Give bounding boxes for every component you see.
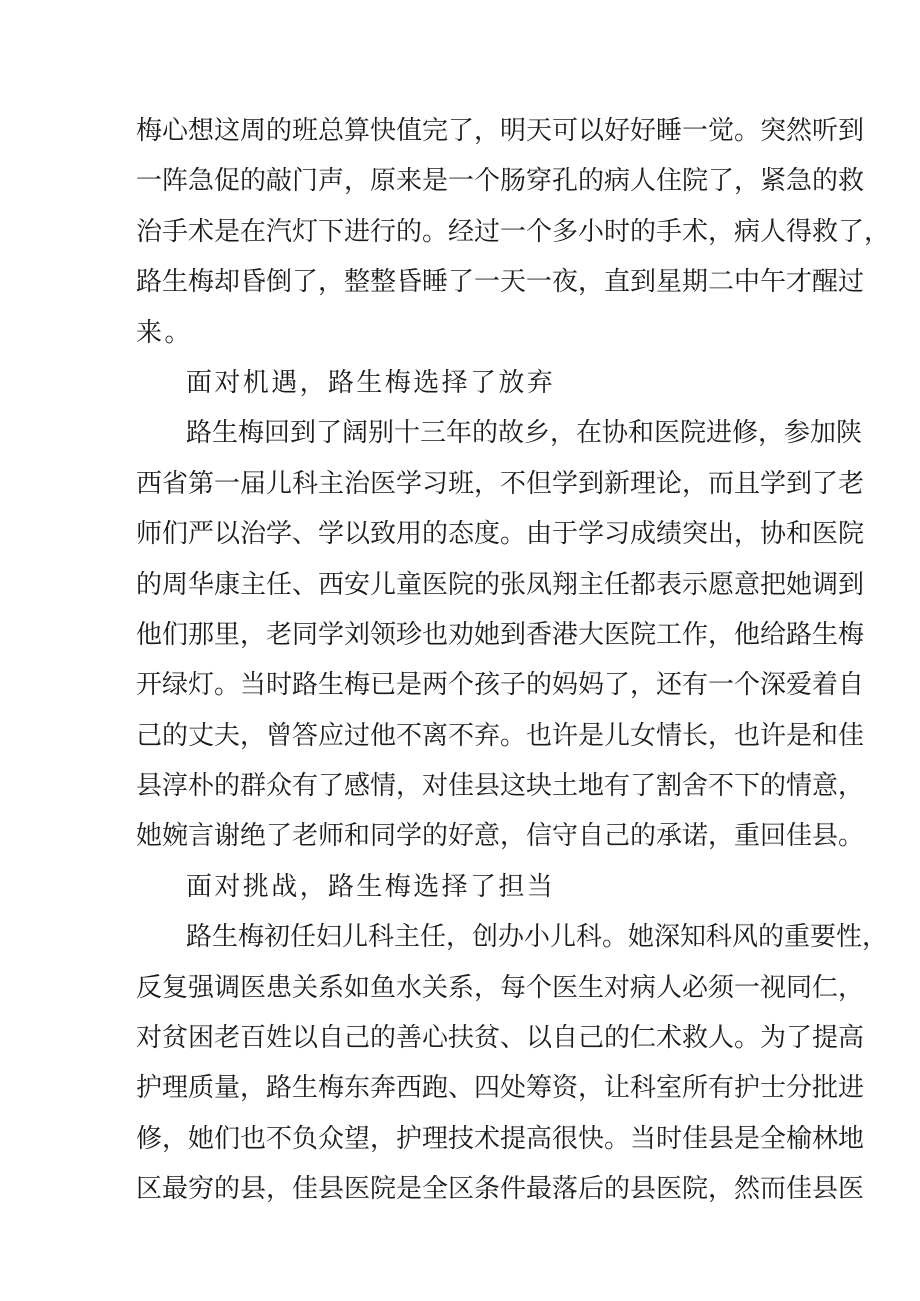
paragraph-line: 师们严以治学、学以致用的态度。由于学习成绩突出，协和医院	[136, 519, 865, 550]
paragraph-line: 他们那里，老同学刘领珍也劝她到香港大医院工作，他给路生梅	[136, 619, 865, 650]
paragraph-line: 对贫困老百姓以自己的善心扶贫、以自己的仁术救人。为了提高	[136, 1023, 865, 1054]
paragraph-line: 护理质量，路生梅东奔西跑、四处筹资，让科室所有护士分批进	[136, 1073, 865, 1104]
paragraph-line: 来。	[136, 317, 193, 348]
paragraph-line: 一阵急促的敲门声，原来是一个肠穿孔的病人住院了，紧急的救	[136, 166, 865, 197]
paragraph-line: 路生梅却昏倒了，整整昏睡了一天一夜，直到星期二中午才醒过	[136, 267, 865, 298]
paragraph-first-line: 面对挑战，路生梅选择了担当	[186, 871, 556, 902]
paragraph-line: 己的丈夫，曾答应过他不离不弃。也许是儿女情长，也许是和佳	[136, 720, 865, 751]
paragraph-first-line: 路生梅初任妇儿科主任，创办小儿科。她深知科风的重要性，	[186, 922, 889, 953]
paragraph-line: 她婉言谢绝了老师和同学的好意，信守自己的承诺，重回佳县。	[136, 821, 865, 852]
paragraph-line: 修，她们也不负众望，护理技术提高很快。当时佳县是全榆林地	[136, 1123, 865, 1154]
paragraph-first-line: 路生梅回到了阔别十三年的故乡，在协和医院进修，参加陕	[186, 418, 863, 449]
paragraph-line: 西省第一届儿科主治医学习班，不但学到新理论，而且学到了老	[136, 468, 865, 499]
paragraph-line: 区最穷的县，佳县医院是全区条件最落后的县医院，然而佳县医	[136, 1174, 865, 1205]
paragraph-line: 反复强调医患关系如鱼水关系，每个医生对病人必须一视同仁，	[136, 972, 865, 1003]
paragraph-line: 治手术是在汽灯下进行的。经过一个多小时的手术，病人得救了，	[136, 216, 891, 247]
document-page	[136, 106, 891, 1215]
paragraph-line: 梅心想这周的班总算快值完了，明天可以好好睡一觉。突然听到	[136, 116, 865, 146]
paragraph-line: 县淳朴的群众有了感情，对佳县这块土地有了割舍不下的情意，	[136, 771, 865, 802]
paragraph-line: 的周华康主任、西安儿童医院的张凤翔主任都表示愿意把她调到	[136, 569, 865, 600]
paragraph-first-line: 面对机遇，路生梅选择了放弃	[186, 367, 556, 398]
paragraph-line: 开绿灯。当时路生梅已是两个孩子的妈妈了，还有一个深爱着自	[136, 670, 865, 701]
